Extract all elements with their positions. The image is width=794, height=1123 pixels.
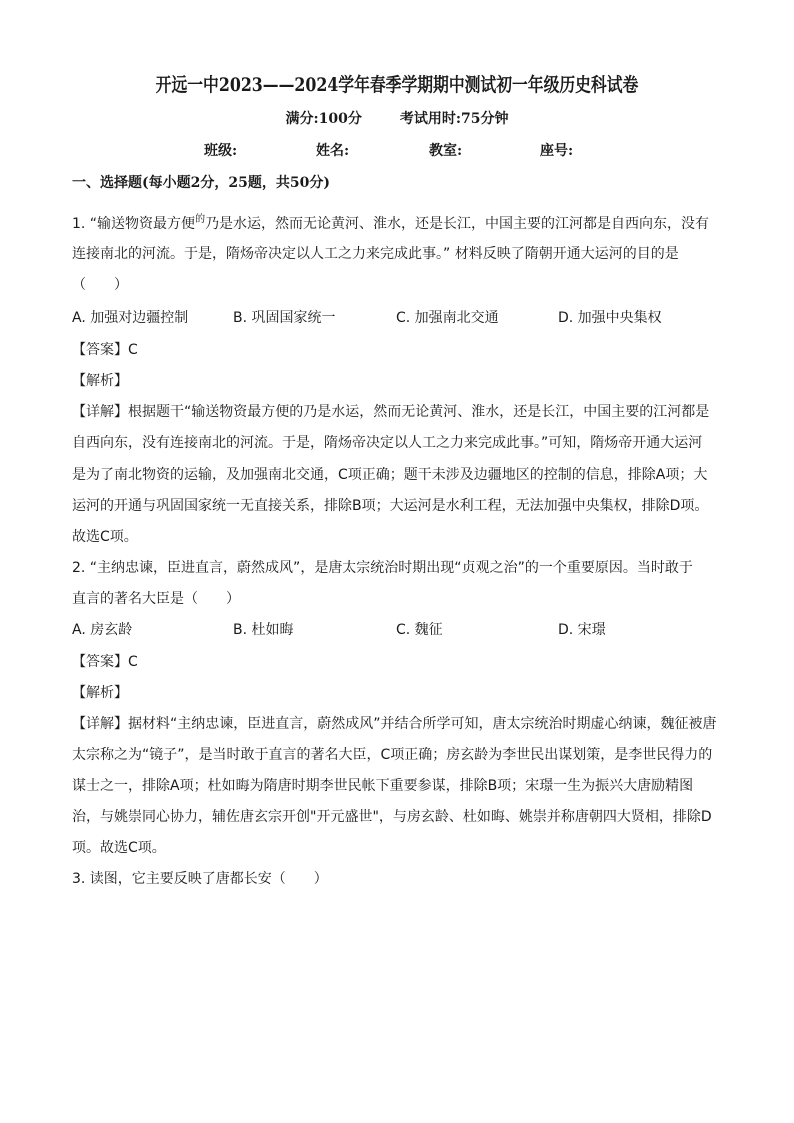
class-label: 班级: bbox=[204, 143, 238, 159]
q1-detail-line1: 【详解】根据题干“输送物资最方便的乃是水运，然而无论黄河、淮水，还是长江，中国主要的江河都是 bbox=[72, 404, 710, 420]
section-title: 一、选择题(每小题2分，25题，共50分) bbox=[72, 175, 330, 191]
q1-option-b: B. 巩固国家统一 bbox=[233, 310, 336, 326]
q1-stem-a: 1. “输送物资最方便 bbox=[72, 216, 196, 232]
q1-stem-line1 bbox=[72, 210, 709, 233]
q2-detail-line4: 治，与姚崇同心协力，辅佐唐玄宗开创"开元盛世"，与房玄龄、杜如晦、姚崇并称唐朝四大贤相，排除D bbox=[72, 809, 712, 825]
seat-label: 座号: bbox=[540, 143, 574, 159]
q1-stem-sup: 的 bbox=[195, 214, 206, 225]
q1-answer: 【答案】C bbox=[72, 342, 138, 358]
q1-stem-line2: 连接南北的河流。于是，隋炀帝决定以人工之力来完成此事。” 材料反映了隋朝开通大运河的目的是 bbox=[72, 246, 679, 262]
q1-stem-line3: （ ） bbox=[72, 277, 128, 293]
q1-analysis-label: 【解析】 bbox=[72, 373, 128, 389]
page-title: 开远一中2023——2024学年春季学期期中测试初一年级历史科试卷 bbox=[155, 74, 639, 96]
q1-detail-line3: 是为了南北物资的运输，及加强南北交通，C项正确；题干未涉及边疆地区的控制的信息，排除A项；大 bbox=[72, 467, 708, 483]
q3-stem: 3. 读图，它主要反映了唐都长安（ ） bbox=[72, 871, 328, 887]
q2-option-b: B. 杜如晦 bbox=[233, 622, 294, 638]
name-label: 姓名: bbox=[316, 143, 350, 159]
q2-answer: 【答案】C bbox=[72, 654, 138, 670]
q1-detail-line4: 运河的开通与巩固国家统一无直接关系，排除B项；大运河是水利工程，无法加强中央集权，排除D项。 bbox=[72, 498, 709, 514]
q1-option-c: C. 加强南北交通 bbox=[396, 310, 499, 326]
q2-detail-line5: 项。故选C项。 bbox=[72, 840, 166, 856]
q2-option-d: D. 宋璟 bbox=[558, 622, 606, 638]
q2-detail-line2: 太宗称之为“镜子”，是当时敢于直言的著名大臣，C项正确；房玄龄为李世民出谋划策，是李世民得力的 bbox=[72, 747, 713, 763]
q1-option-d: D. 加强中央集权 bbox=[558, 310, 662, 326]
room-label: 教室: bbox=[429, 143, 463, 159]
q2-detail-line1: 【详解】据材料“主纳忠谏，臣进直言，蔚然成风”并结合所学可知，唐太宗统治时期虚心纳谏，魏征被唐 bbox=[72, 716, 717, 732]
exam-meta bbox=[0, 108, 794, 128]
q1-option-a: A. 加强对边疆控制 bbox=[72, 310, 189, 326]
q1-stem-b: 乃是水运，然而无论黄河、淮水，还是长江，中国主要的江河都是自西向东，没有 bbox=[205, 216, 710, 232]
q2-option-a: A. 房玄龄 bbox=[72, 622, 133, 638]
q2-stem-line1: 2. “主纳忠谏，臣进直言，蔚然成风”，是唐太宗统治时期出现“贞观之治”的一个重要原因。当时敢于 bbox=[72, 560, 693, 576]
q2-stem-line2: 直言的著名大臣是（ ） bbox=[72, 591, 240, 607]
time-text: 考试用时:75分钟 bbox=[399, 111, 509, 127]
q2-analysis-label: 【解析】 bbox=[72, 685, 128, 701]
q1-detail-line2: 自西向东，没有连接南北的河流。于是，隋炀帝决定以人工之力来完成此事。”可知，隋炀帝开通大运河 bbox=[72, 435, 703, 451]
q1-detail-line5: 故选C项。 bbox=[72, 529, 138, 545]
q2-detail-line3: 谋士之一，排除A项；杜如晦为隋唐时期李世民帐下重要参谋，排除B项；宋璟一生为振兴大唐励精图 bbox=[72, 778, 694, 794]
score-text: 满分:100分 bbox=[285, 111, 362, 127]
q2-option-c: C. 魏征 bbox=[396, 622, 443, 638]
